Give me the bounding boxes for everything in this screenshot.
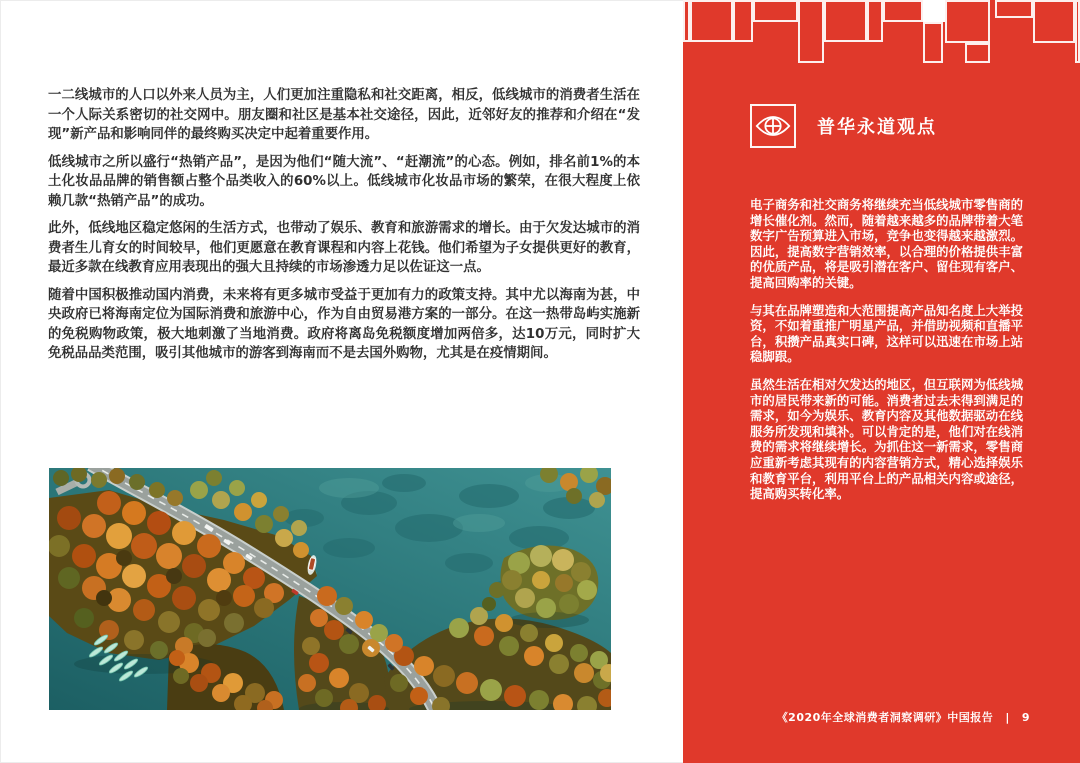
panel-heading: 普华永道观点 xyxy=(817,117,937,138)
page-number: 9 xyxy=(1021,711,1030,724)
paragraph: 低线城市之所以盛行“热销产品”，是因为他们“随大流”、“赶潮流”的心态。例如，排名前1%的本土化妆品品牌的销售额占整个品类收入的60%以上。低线城市化妆品市场的繁荣，在很大程度上依赖几款“热销产品”的成功。 xyxy=(48,154,640,209)
eye-icon-glyph xyxy=(755,112,791,140)
paragraph: 电子商务和社交商务将继续充当低线城市零售商的增长催化剂。然而，随着越来越多的品牌带着大笔数字广告预算进入市场，竞争也变得越来越激烈。因此，提高数字营销效率，以合理的价格提供丰富的优质产品，将是吸引潜在客户、留住现有客户、提高回购率的关键。 xyxy=(750,197,1023,290)
panel-body-text xyxy=(750,197,1023,514)
paragraph: 虽然生活在相对欠发达的地区，但互联网为低线城市的居民带来新的可能。消费者过去未得到满足的需求，如今为娱乐、教育内容及其他数据驱动在线服务所发现和填补。可以肯定的是，他们对在线消费的需求将继续增长。为抓住这一新需求，零售商应重新考虑其现有的内容营销方式，精心选择娱乐和教育平台，利用平台上的产品相关内容或途径，提高购买转化率。 xyxy=(750,376,1023,502)
paragraph: 一二线城市的人口以外来人员为主，人们更加注重隐私和社交距离，相反，低线城市的消费者生活在一个人际关系密切的社交网中。朋友圈和社区是基本社交途径，因此，近邻好友的推荐和介绍在“发现”新产品和影响同伴的最终购买决定中起着重要作用。 xyxy=(48,88,640,142)
page-footer xyxy=(777,709,1030,725)
paragraph: 与其在品牌塑造和大范围提高产品知名度上大举投资，不如着重推广明星产品，并借助视频和直播平台，积攒产品真实口碑，这样可以迅速在市场上站稳脚跟。 xyxy=(750,302,1023,365)
left-text-column xyxy=(48,86,640,372)
aerial-autumn-lake-photo xyxy=(49,468,611,710)
city-blocks-pattern xyxy=(683,0,1080,66)
pwc-viewpoint-panel xyxy=(683,0,1080,763)
eye-icon xyxy=(750,104,796,148)
footer-separator: | xyxy=(1005,711,1010,724)
report-title: 《2020年全球消费者洞察调研》中国报告 xyxy=(776,711,994,724)
paragraph: 随着中国积极推动国内消费，未来将有更多城市受益于更加有力的政策支持。其中尤以海南为甚，中央政府已将海南定位为国际消费和旅游中心，作为自由贸易港方案的一部分。在这一热带岛屿实施新的免税购物政策，极大地刺激了当地消费。政府将离岛免税额度增加两倍多，达10万元，同时扩大免税品品类范围，吸引其他城市的游客到海南而不是去国外购物，尤其是在疫情期间。 xyxy=(48,287,640,361)
paragraph: 此外，低线地区稳定悠闲的生活方式，也带动了娱乐、教育和旅游需求的增长。由于欠发达城市的消费者生儿育女的时间较早，他们更愿意在教育课程和内容上花钱。他们希望为子女提供更好的教育，最近多款在线教育应用表现出的强大且持续的市场渗透力足以佐证这一点。 xyxy=(48,221,640,275)
